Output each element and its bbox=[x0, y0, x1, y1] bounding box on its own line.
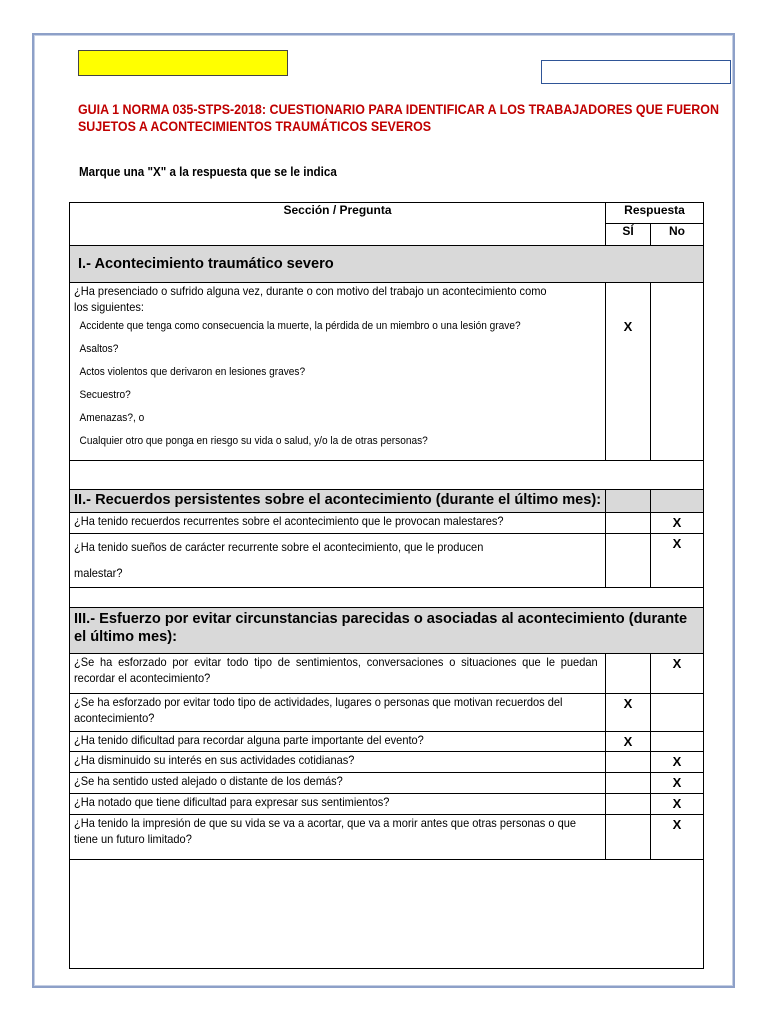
question-cell: ¿Ha notado que tiene dificultad para expresar sus sentimientos? bbox=[70, 794, 606, 815]
question-cell: ¿Ha tenido la impresión de que su vida se va a acortar, que va a morir antes que otras personas o que tiene un futuro limitado? bbox=[70, 815, 606, 860]
header-question: Sección / Pregunta bbox=[70, 203, 606, 246]
list-item: Secuestro? bbox=[79, 389, 131, 401]
section-title: I.- Acontecimiento traumático severo bbox=[70, 246, 704, 283]
list-item: Accidente que tenga como consecuencia la muerte, la pérdida de un miembro o una lesión grave? bbox=[79, 320, 521, 332]
highlight-field[interactable] bbox=[78, 50, 288, 76]
answer-no[interactable] bbox=[651, 694, 704, 732]
list-item: Actos violentos que derivaron en lesiones graves? bbox=[79, 366, 306, 378]
section-title: III.- Esfuerzo por evitar circunstancias parecidas o asociadas al acontecimiento (durante el último mes): bbox=[70, 608, 704, 654]
answer-no[interactable]: X bbox=[651, 513, 704, 534]
question-cell: ¿Ha disminuido su interés en sus actividades cotidianas? bbox=[70, 752, 606, 773]
list-item: Amenazas?, o bbox=[79, 412, 145, 424]
spacer-row bbox=[70, 588, 704, 608]
section-title: II.- Recuerdos persistentes sobre el acontecimiento (durante el último mes): bbox=[70, 490, 606, 513]
header-answer: Respuesta bbox=[606, 203, 704, 224]
question-cell: ¿Ha tenido dificultad para recordar alguna parte importante del evento? bbox=[70, 732, 606, 752]
question-cell: ¿Ha tenido sueños de carácter recurrente sobre el acontecimiento, que le producen malestar? bbox=[70, 534, 606, 588]
answer-yes[interactable] bbox=[606, 815, 651, 860]
answer-no[interactable] bbox=[651, 283, 704, 461]
answer-no[interactable]: X bbox=[651, 752, 704, 773]
answer-yes[interactable] bbox=[606, 752, 651, 773]
answer-yes[interactable]: X bbox=[606, 732, 651, 752]
answer-yes[interactable] bbox=[606, 794, 651, 815]
answer-no[interactable]: X bbox=[651, 794, 704, 815]
list-item: Asaltos? bbox=[79, 343, 119, 355]
answer-yes[interactable] bbox=[606, 654, 651, 694]
answer-no[interactable]: X bbox=[651, 815, 704, 860]
header-yes: SÍ bbox=[606, 224, 651, 246]
blank-area bbox=[70, 860, 704, 969]
answer-no[interactable] bbox=[651, 732, 704, 752]
list-item: Cualquier otro que ponga en riesgo su vida o salud, y/o la de otras personas? bbox=[79, 435, 428, 447]
document-title: GUIA 1 NORMA 035-STPS-2018: CUESTIONARIO PARA IDENTIFICAR A LOS TRABAJADORES QUE FUERON SUJETOS A ACONTECIMIENTOS TRAUMÁTICOS SEVEROS bbox=[78, 102, 719, 134]
answer-no[interactable]: X bbox=[651, 654, 704, 694]
name-field[interactable] bbox=[541, 60, 731, 84]
question-cell: ¿Ha presenciado o sufrido alguna vez, durante o con motivo del trabajo un acontecimiento como los siguientes: Accidente que tenga como consecuencia la muerte, la pérdida de un miembro o una lesión grave? Asaltos? Actos violentos que derivaron en lesiones graves? Secuestro? Amenazas?, o Cualquier otro que ponga en riesgo su vida o salud, y/o la de otras personas? bbox=[70, 283, 606, 461]
answer-yes[interactable] bbox=[606, 773, 651, 794]
answer-yes[interactable] bbox=[606, 534, 651, 588]
answer-yes[interactable]: X bbox=[606, 283, 651, 461]
questionnaire-table bbox=[69, 202, 704, 969]
answer-yes[interactable] bbox=[606, 513, 651, 534]
answer-yes[interactable]: X bbox=[606, 694, 651, 732]
question-cell: ¿Se ha sentido usted alejado o distante de los demás? bbox=[70, 773, 606, 794]
instruction-text: Marque una "X" a la respuesta que se le indica bbox=[79, 165, 337, 179]
question-cell: ¿Se ha esforzado por evitar todo tipo de actividades, lugares o personas que motivan recuerdos del acontecimiento? bbox=[70, 694, 606, 732]
question-cell: ¿Se ha esforzado por evitar todo tipo de sentimientos, conversaciones o situaciones que le puedan recordar el acontecimiento? bbox=[70, 654, 606, 694]
header-no: No bbox=[651, 224, 704, 246]
answer-no[interactable]: X bbox=[651, 773, 704, 794]
answer-no[interactable]: X bbox=[651, 534, 704, 588]
question-cell: ¿Ha tenido recuerdos recurrentes sobre el acontecimiento que le provocan malestares? bbox=[70, 513, 606, 534]
spacer-row bbox=[70, 461, 704, 490]
